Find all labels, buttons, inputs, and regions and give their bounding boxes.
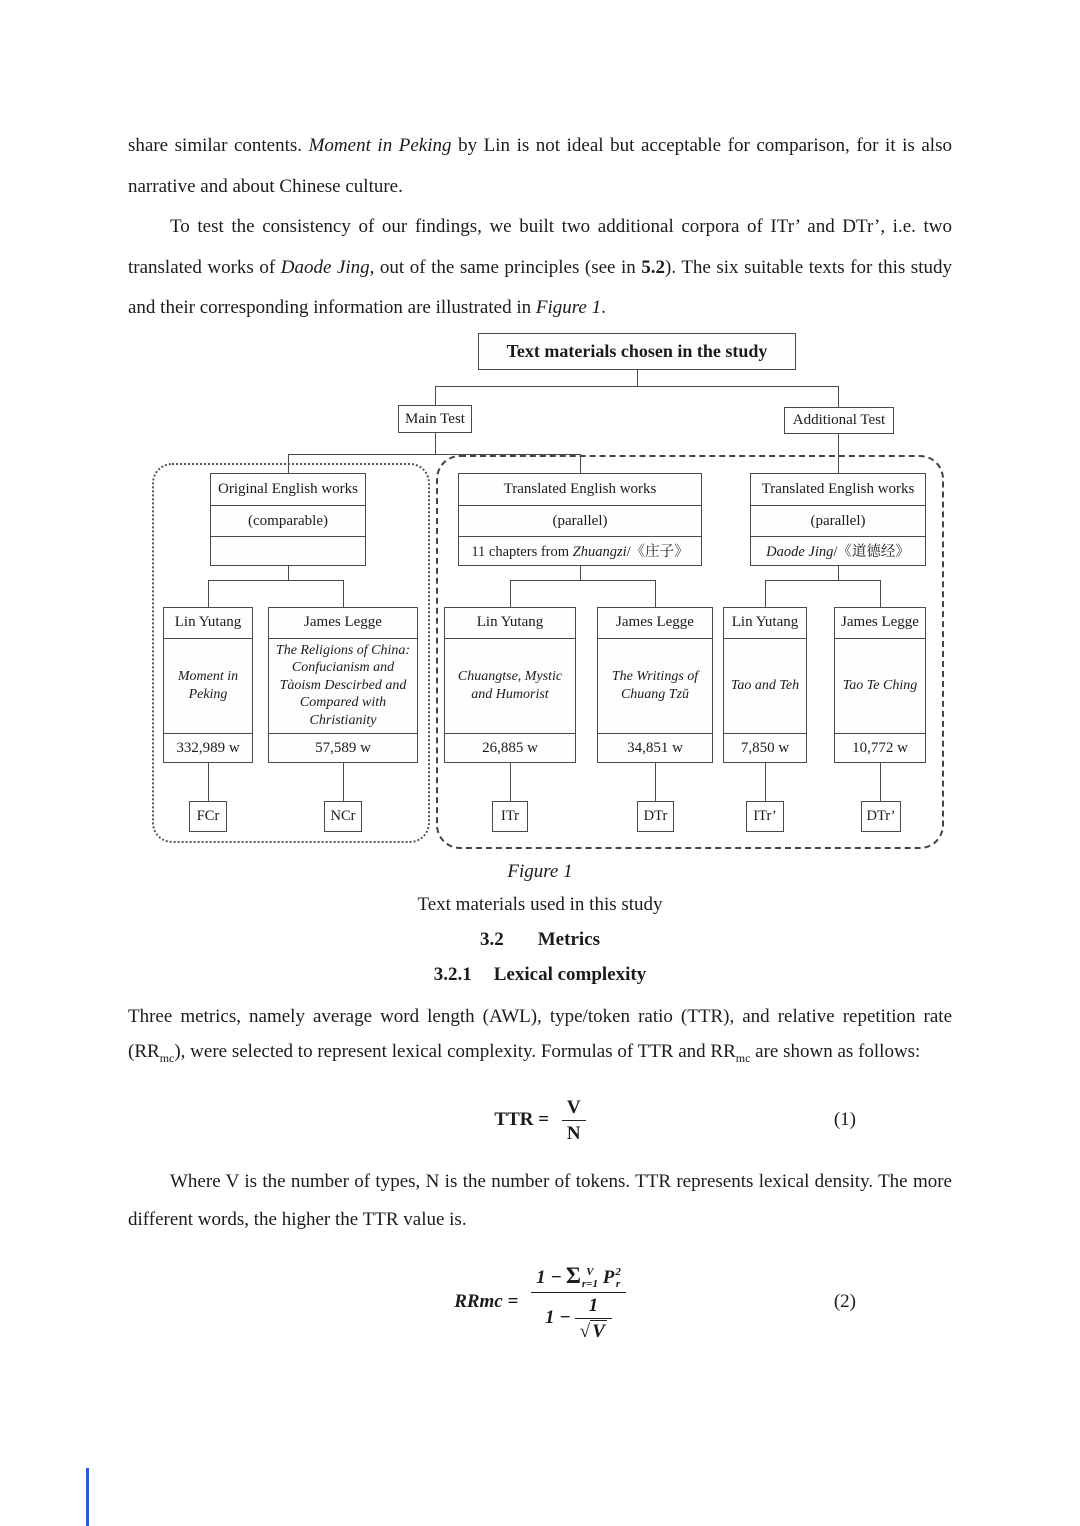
text-run: Three metrics, namely average word length (AWL), type/token ratio (TTR), and relative repetition rate (RR (128, 1005, 952, 1062)
author-label: Lin Yutang (164, 608, 252, 639)
main-test-box: Main Test (398, 405, 472, 433)
section-number: 3.2.1 (433, 963, 472, 985)
text-run: 1 − (536, 1267, 562, 1288)
figure-ref-italic: Figure 1 (535, 297, 602, 318)
subscript-mc: mc (159, 1050, 175, 1065)
book-title-italic: Daode Jing (280, 256, 370, 278)
inner-denominator (575, 1319, 612, 1343)
section-title: Metrics (537, 928, 600, 950)
text-run: share similar contents. (128, 135, 309, 156)
figure-caption-text: Text materials used in this study (417, 893, 663, 915)
text-run: are shown as follows: (750, 1040, 921, 1062)
group-source-label (751, 536, 925, 567)
equation-lhs: RRmc = (454, 1291, 519, 1313)
author-label: James Legge (269, 608, 417, 639)
work-box-religions-of-china (268, 607, 418, 763)
connector-line (208, 580, 344, 581)
p-scripts (615, 1267, 621, 1290)
text-run: ), were selected to represent lexical complexity. Formulas of TTR and RR (174, 1040, 736, 1062)
connector-line (880, 763, 881, 801)
connector-line (580, 454, 581, 473)
word-count: 57,589 w (315, 739, 371, 756)
book-title-italic: Moment in Peking (308, 135, 452, 156)
fraction (562, 1097, 586, 1146)
fraction-numerator (531, 1263, 626, 1293)
work-title: Tao Te Ching (835, 639, 925, 734)
work-title: Tao and Teh (724, 639, 806, 734)
author-label: James Legge (598, 608, 712, 639)
text-run: . (601, 297, 606, 318)
work-box-moment-in-peking (163, 607, 253, 763)
group-source-label (459, 536, 701, 567)
word-count: 7,850 w (740, 739, 790, 756)
group-mode-label: (comparable) (211, 505, 365, 536)
connector-line (288, 454, 581, 455)
section-heading-metrics (128, 923, 952, 957)
code-box-dtr-prime: DTr’ (861, 801, 901, 832)
author-label: Lin Yutang (724, 608, 806, 639)
p-superscript: 2 (615, 1266, 621, 1279)
code-box-itr: ITr (492, 801, 528, 832)
fraction-denominator: N (566, 1123, 581, 1145)
paragraph-metrics (128, 999, 952, 1076)
group-header-translated-zhuangzi (458, 473, 702, 566)
connector-line (288, 454, 289, 473)
text-run: ). The six suitable texts for this study and their corresponding information are illustrated in (128, 256, 952, 318)
group-header-original-english (210, 473, 366, 566)
connector-line (765, 580, 881, 581)
connector-line (510, 763, 511, 801)
connector-line (435, 386, 839, 387)
group-type-label: Translated English works (503, 480, 657, 497)
group-type-label: Original English works (218, 480, 358, 497)
connector-line (288, 566, 289, 580)
sqrt-argument: V (592, 1321, 605, 1343)
sum-lower-limit: r=1 (581, 1277, 598, 1290)
equation-ttr (128, 1085, 952, 1155)
fraction (531, 1263, 626, 1343)
group-mode-label: (parallel) (751, 505, 925, 536)
work-title: The Religions of China: Confucianism and Tàoism Descirbed and Compared with Christianity (269, 639, 417, 734)
connector-line (580, 566, 581, 580)
blue-margin-mark (86, 1468, 89, 1526)
work-box-tao-and-teh (723, 607, 807, 763)
connector-line (435, 433, 436, 454)
code-box-itr-prime: ITr’ (746, 801, 784, 832)
code-box-ncr: NCr (324, 801, 362, 832)
work-title: The Writings of Chuang Tzŭ (598, 639, 712, 734)
equation-rrmc (128, 1243, 952, 1361)
text-run: , out of the same principles (see in (369, 256, 642, 278)
connector-line (765, 763, 766, 801)
section-heading-lexical-complexity (128, 957, 952, 993)
equation-lhs: TTR = (494, 1109, 550, 1131)
connector-line (208, 580, 209, 607)
book-title-italic: Daode Jing (766, 543, 834, 560)
work-box-tao-te-ching (834, 607, 926, 763)
work-title: Chuangtse, Mystic and Humorist (445, 639, 575, 734)
inner-numerator: 1 (575, 1295, 612, 1319)
connector-line (838, 386, 839, 407)
work-box-chuangtse-mystic (444, 607, 576, 763)
word-count: 34,851 w (627, 739, 683, 756)
additional-test-box: Additional Test (784, 407, 894, 434)
connector-line (343, 580, 344, 607)
work-title: Moment in Peking (164, 639, 252, 734)
group-mode-label: (parallel) (459, 505, 701, 536)
word-count: 10,772 w (852, 739, 908, 756)
work-box-writings-chuang-tzu (597, 607, 713, 763)
connector-line (655, 763, 656, 801)
author-label: Lin Yutang (445, 608, 575, 639)
word-count: 26,885 w (482, 739, 538, 756)
connector-line (435, 386, 436, 405)
group-type-label: Translated English works (761, 480, 915, 497)
connector-line (637, 370, 638, 386)
inner-fraction (575, 1295, 612, 1343)
section-ref-bold: 5.2 (641, 256, 666, 278)
connector-line (510, 580, 511, 607)
connector-line (880, 580, 881, 607)
p-variable: P (602, 1267, 615, 1288)
paragraph-where-v: Where V is the number of types, N is the number of tokens. TTR represents lexical density. The more different words, the higher the TTR value is. (128, 1171, 952, 1231)
connector-line (838, 566, 839, 580)
paragraph-intro (128, 126, 952, 207)
group-source-label (211, 536, 365, 567)
group-header-translated-daodejing (750, 473, 926, 566)
sigma-symbol: Σ (565, 1263, 581, 1288)
book-title-italic: Zhuangzi (572, 543, 627, 560)
text-run: /《道德经》 (833, 543, 910, 560)
sum-limits (582, 1267, 598, 1290)
sqrt-symbol: √ (579, 1321, 591, 1343)
figure-caption-label: Figure 1 (507, 860, 573, 882)
paragraph-consistency (128, 207, 952, 329)
diagram-root-box: Text materials chosen in the study (478, 333, 796, 370)
section-number: 3.2 (480, 928, 504, 950)
text-run: 11 chapters from (471, 543, 573, 560)
fraction-numerator: V (562, 1097, 586, 1122)
figure-1-diagram (140, 333, 940, 849)
text-run: /《庄子》 (626, 543, 689, 560)
connector-line (343, 763, 344, 801)
connector-line (510, 580, 656, 581)
p-subscript: r (615, 1277, 621, 1290)
code-box-fcr: FCr (189, 801, 227, 832)
code-box-dtr: DTr (637, 801, 674, 832)
text-run: by Lin is not ideal but acceptable for comparison, for it is also narrative and about Chinese culture. (128, 135, 952, 197)
word-count: 332,989 w (176, 739, 240, 756)
subscript-mc: mc (735, 1050, 751, 1065)
text-run: 1 − (545, 1307, 571, 1329)
connector-line (208, 763, 209, 801)
sum-upper-limit: V (586, 1266, 594, 1279)
text-run: To test the consistency of our findings, we built two additional corpora of ITr’ and DTr’, i.e. two translated works of (128, 216, 952, 278)
fraction-denominator (531, 1293, 626, 1343)
equation-number: (2) (833, 1291, 856, 1313)
author-label: James Legge (835, 608, 925, 639)
connector-line (655, 580, 656, 607)
section-title: Lexical complexity (493, 963, 647, 985)
connector-line (765, 580, 766, 607)
equation-number: (1) (833, 1109, 856, 1131)
connector-line (838, 434, 839, 473)
